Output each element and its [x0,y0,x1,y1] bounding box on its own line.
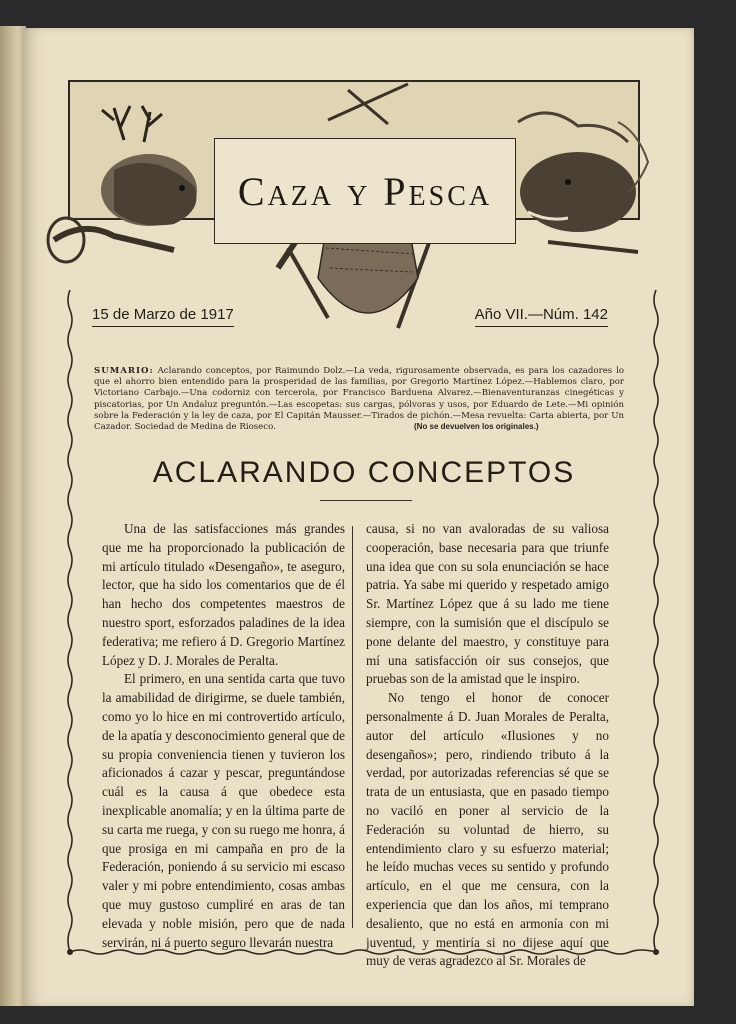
sumario-text: Aclarando conceptos, por Raimundo Dolz.—La veda, rigurosamente observada, es para los cazadores lo que el ahorro bien entendido para la prosperidad de las familias, por Gregorio Martínez López.—Hablemos claro, por Victoriano Carbajo.—Una codorniz con tercerola, por Francisco Barduena Alvarez.—Bienaventuranzas cinegéticas y piscatorias, por Un Andaluz preguntón.—Las escopetas: sus cargas, pólvoras y usos, por Eduardo de Lete.—Mi opinión sobre la Federación y la ley de caza, por El Capitán Mausser.—Tirados de pichón.—Mesa revuelta: Carta abierta, por Un Cazador. Sociedad de Medina de Rioseco. [94,366,624,433]
sumario-label: SUMARIO: [94,366,154,376]
issue-date [92,306,234,323]
paragraph: El primero, en una sentida carta que tuvo la amabilidad de dirigirme, se duele también, como yo lo hice en mi controvertido artículo, de la apatía y desconocimiento general que de su propia conveniencia tienen y tuvieron los aficionados á cazar y pescar, preguntándose cuál es la causa á que obedece esta inexplicable anomalía; y en la última parte de su carta me ruega, y con su ruego me honra, á que prosiga en mi campaña en pro de la Federación, poniendo á su servicio mi escaso valer y mi pobre entendimiento, cosas ambas que muy gustoso cumpliré en aras de tan elevada y noble misión, pero que de nada servirán, ni á puerto seguro llevarán nuestra [102,671,345,950]
article-column-left [102,520,345,950]
date-underline [92,326,234,327]
originals-notice: (No se devuelven los originales.) [414,422,539,431]
magazine-page [24,28,694,1006]
title-box [214,138,516,244]
column-divider [352,526,353,928]
paragraph: No tengo el honor de conocer personalmente á D. Juan Morales de Peralta, autor del artículo «Ilusiones y no desengaños»; pero, rindiendo tributo á la verdad, por autorizadas referencias sé que se trata de un entusiasta, que en pasado tiempo no vaciló en poner al servicio de la Federación su voluntad de hierro, su entendimiento claro y su esfuerzo material; he leído muchas veces su sentido y profundo artículo, en el que me censura, con la experiencia que dan los años, mi temprano desaliento, que no está en armonía con mi juventud, y mentiría si no dijese aquí que muy de veras agradezco al Sr. Morales de [366,690,609,969]
fishing-rod-illustration [318,80,418,130]
stag-head-illustration [54,100,224,260]
table-of-contents [94,366,624,433]
article-title: ACLARANDO CONCEPTOS [152,456,576,489]
masthead [68,80,636,270]
issue-number [475,306,608,323]
issue-date-text: 15 de Marzo de 1917 [92,306,234,323]
issue-number-text: Año VII.—Núm. 142 [474,306,608,323]
issue-underline [475,326,608,327]
magazine-title: Caza y Pesca [237,168,493,214]
title-rule [320,500,412,501]
article-column-right [366,520,609,969]
boar-head-illustration [508,102,658,262]
paragraph: Una de las satisfacciones más grandes que me ha proporcionado la publicación de mi artículo titulado «Desengaño», te aseguro, lector, que ha sido los comentarios que de él han hecho dos competentes maestros de nuestro sport, esforzados paladines de la idea federativa; me refiero á D. Gregorio Martínez López y D. J. Morales de Peralta. [102,521,345,668]
paragraph: causa, si no van avaloradas de su valiosa cooperación, base necesaria para que triunfe una idea que con su sola enunciación se hace patria. Ya sabe mi querido y respetado amigo Sr. Martínez López que á su lado me tiene siempre, con la sumisión que el discípulo se pone delante del maestro, y constituye para mí una satisfacción oir sus consejos, que pruebas son de la amistad que le inspiro. [366,521,609,687]
facing-page-edge [0,26,26,1006]
